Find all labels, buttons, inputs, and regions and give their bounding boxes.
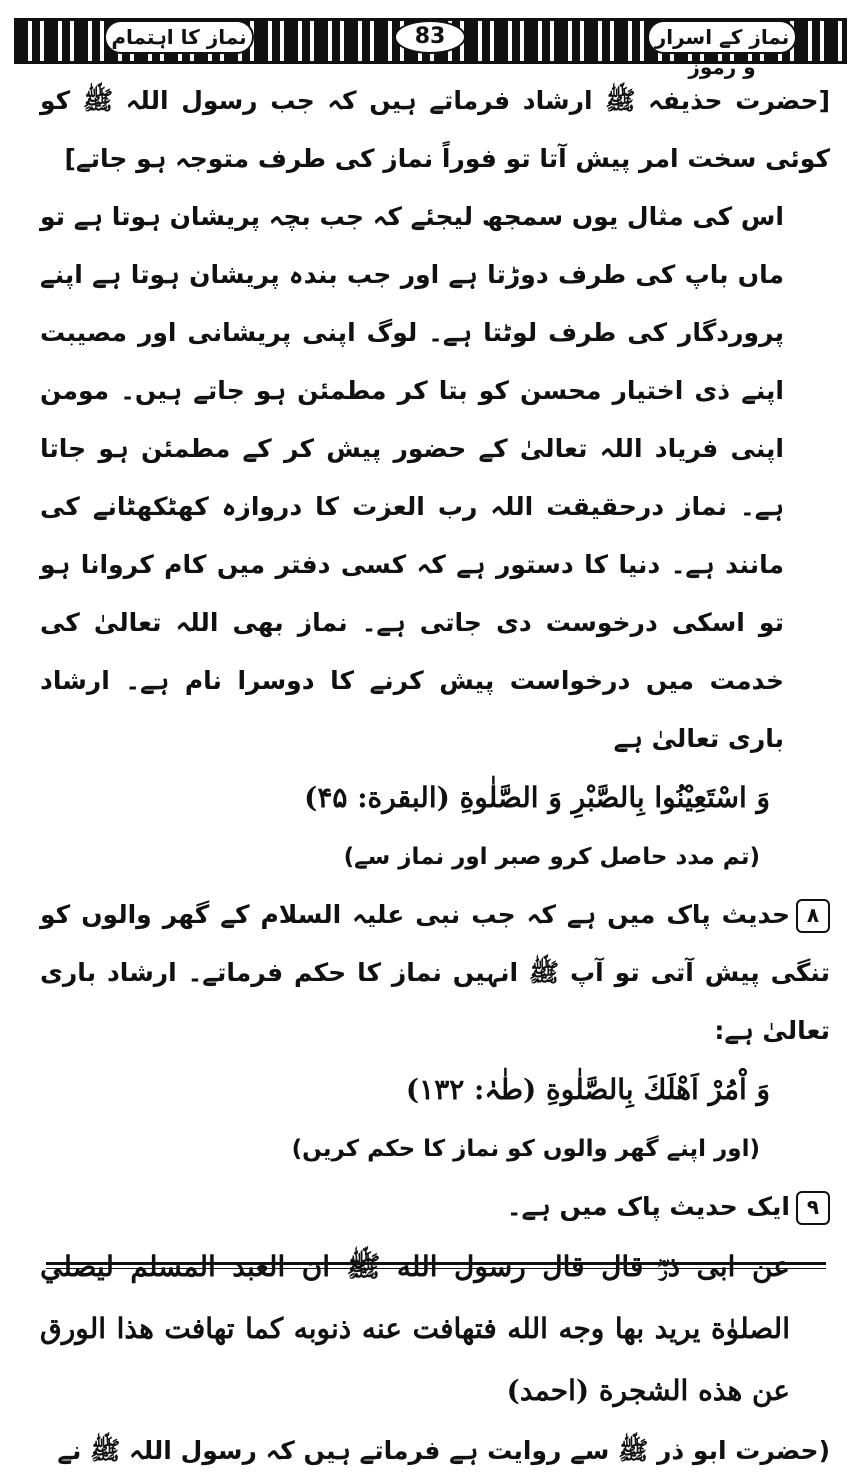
paragraph-hadith-8-text: حدیث پاک میں ہے کہ جب نبی علیہ السلام کے گھر والوں کو تنگی پیش آتی تو آپ ﷺ انہیں نماز کا حکم فرماتے۔ ارشاد باری تعالیٰ ہے: (40, 900, 830, 1045)
chapter-title: نماز کا اہتمام (104, 20, 254, 54)
paragraph-hadith-9-text: ایک حدیث پاک میں ہے۔ (506, 1192, 790, 1221)
page-number: 83 (394, 20, 466, 54)
translation-baqarah: (تم مدد حاصل کرو صبر اور نماز سے) (343, 844, 760, 870)
quran-verse-taha: وَ اْمُرْ اَهْلَكَ بِالصَّلٰوةِ (طٰہٰ: ۱۳۲) (405, 1073, 770, 1106)
translation-taha: (اور اپنے گھر والوں کو نماز کا حکم کریں) (291, 1136, 760, 1162)
paragraph-example: اس کی مثال یوں سمجھ لیجئے کہ جب بچہ پریشان ہوتا ہے تو ماں باپ کی طرف دوڑتا ہے اور جب بندہ پریشان ہوتا ہے اپنے پروردگار کی طرف لوٹتا ہے۔ لوگ اپنی پریشانی اور مصیبت اپنے ذی اختیار محسن کو بتا کر مطمئن ہو جاتے ہیں۔ مومن اپنی فریاد اللہ تعالیٰ کے حضور پیش کر کے مطمئن ہو جاتا ہے۔ نماز درحقیقت اللہ رب العزت کا دروازہ کھٹکھٹانے کی مانند ہے۔ دنیا کا دستور ہے کہ کسی دفتر میں کام کروانا ہو تو اسکی درخوست دی جاتی ہے۔ نماز بھی اللہ تعالیٰ کی خدمت میں درخواست پیش کرنے کا دوسرا نام ہے۔ ارشاد باری تعالیٰ ہے (40, 202, 784, 753)
paragraph-hudhaifa: [حضرت حذیفہ ﷺ ارشاد فرماتے ہیں کہ جب رسول اللہ ﷺ کو کوئی سخت امر پیش آتا تو فوراً نماز کی طرف متوجہ ہو جاتے] (40, 86, 830, 173)
paragraph-hadith-8 (40, 886, 830, 1060)
page-header (14, 14, 847, 79)
number-badge-8: ۸ (796, 899, 830, 933)
quran-verse-baqarah: وَ اسْتَعِيْنُوا بِالصَّبْرِ وَ الصَّلٰوةِ (البقرة: ۴۵) (304, 781, 770, 814)
book-title: نماز کے اسرار و رموز (647, 20, 797, 54)
footer-rule (46, 1262, 826, 1265)
hadith-arabic: عن ابی ذرؓ قال قال رسول الله ﷺ ان العبد المسلم ليصلي الصلوٰة يريد بها وجه الله فتهافت عنه ذنوبه كما تهافت هذا الورق عن هذه الشجرة (احمد) (40, 1250, 790, 1407)
footer-rule-thin (46, 1268, 826, 1269)
paragraph-hadith-9 (40, 1178, 830, 1236)
paragraph-abu-dharr: (حضرت ابو ذر ﷺ سے روایت ہے فرماتے ہیں کہ رسول اللہ ﷺ نے (57, 1436, 830, 1465)
number-badge-9: ۹ (796, 1191, 830, 1225)
